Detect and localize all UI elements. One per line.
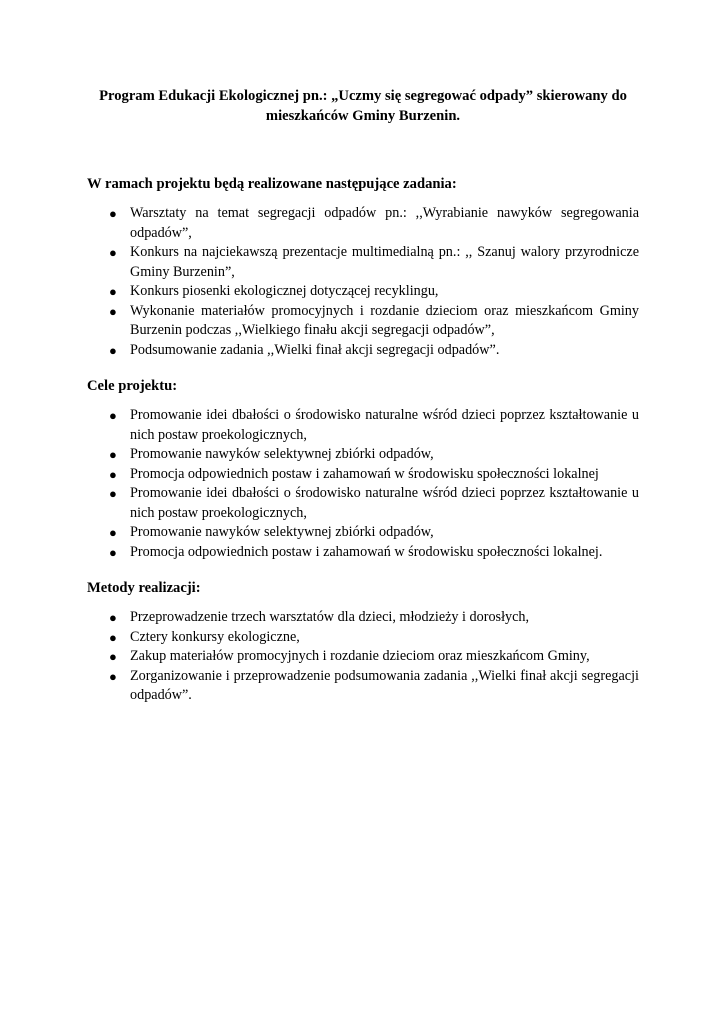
bullet-icon: ● bbox=[109, 284, 117, 299]
list-item bbox=[87, 543, 639, 563]
list-item bbox=[87, 667, 639, 706]
document-page bbox=[87, 86, 639, 706]
list-item-text: Konkurs na najciekawszą prezentacje multimedialną pn.: ,, Szanuj walory przyrodnicze Gminy Burzenin”, bbox=[130, 244, 639, 280]
title-line-2: mieszkańców Gminy Burzenin. bbox=[265, 108, 461, 124]
list-item bbox=[87, 282, 639, 302]
list-item-text: Przeprowadzenie trzech warsztatów dla dzieci, młodzieży i dorosłych, bbox=[130, 609, 530, 625]
bullet-icon: ● bbox=[109, 303, 117, 319]
list-item bbox=[87, 204, 639, 243]
list-item bbox=[87, 341, 639, 361]
bullet-icon: ● bbox=[109, 486, 117, 501]
document-title bbox=[87, 86, 639, 126]
list-item-text: Warsztaty na temat segregacji odpadów pn.: ,,Wyrabianie nawyków segregowania odpadów”, bbox=[130, 205, 639, 241]
list-item-text: Promocja odpowiednich postaw i zahamowań w środowisku społeczności lokalnej. bbox=[130, 543, 603, 560]
bullet-icon: ● bbox=[109, 342, 117, 358]
bullet-icon: ● bbox=[109, 447, 117, 462]
list-item bbox=[87, 243, 639, 282]
bullet-icon: ● bbox=[109, 525, 117, 540]
list-item-text: Promocja odpowiednich postaw i zahamowań w środowisku społeczności lokalnej bbox=[130, 465, 599, 482]
list-item-text: Konkurs piosenki ekologicznej dotyczącej recyklingu, bbox=[130, 283, 439, 299]
bullet-icon: ● bbox=[109, 206, 117, 221]
methods-heading: Metody realizacji: bbox=[87, 580, 201, 596]
list-item-text: Promowanie nawyków selektywnej zbiórki odpadów, bbox=[130, 524, 434, 540]
list-item bbox=[87, 406, 639, 445]
list-item bbox=[87, 647, 639, 667]
list-item bbox=[87, 484, 639, 523]
list-item-text: Promowanie idei dbałości o środowisko naturalne wśród dzieci poprzez kształtowanie u nich postaw proekologicznych, bbox=[130, 407, 639, 443]
methods-list bbox=[87, 608, 639, 706]
list-item bbox=[87, 465, 639, 485]
list-item-text: Cztery konkursy ekologiczne, bbox=[130, 628, 300, 645]
tasks-list bbox=[87, 204, 639, 360]
bullet-icon: ● bbox=[109, 466, 117, 482]
title-line-1: Program Edukacji Ekologicznej pn.: „Uczmy się segregować odpady” skierowany do bbox=[99, 88, 627, 104]
tasks-heading: W ramach projektu będą realizowane następujące zadania: bbox=[87, 176, 457, 192]
list-item-text: Zorganizowanie i przeprowadzenie podsumowania zadania ,,Wielki finał akcji segregacji odpadów”. bbox=[130, 667, 639, 703]
bullet-icon: ● bbox=[109, 649, 117, 664]
list-item-text: Wykonanie materiałów promocyjnych i rozdanie dzieciom oraz mieszkańcom Gminy Burzenin podczas ,,Wielkiego finału akcji segregacji odpadów”, bbox=[130, 302, 639, 338]
list-item bbox=[87, 302, 639, 341]
goals-heading: Cele projektu: bbox=[87, 378, 178, 394]
list-item bbox=[87, 608, 639, 628]
list-item bbox=[87, 628, 639, 648]
bullet-icon: ● bbox=[109, 610, 117, 625]
bullet-icon: ● bbox=[109, 544, 117, 560]
list-item-text: Zakup materiałów promocyjnych i rozdanie dzieciom oraz mieszkańcom Gminy, bbox=[130, 648, 590, 664]
goals-list bbox=[87, 406, 639, 562]
list-item-text: Podsumowanie zadania ,,Wielki finał akcji segregacji odpadów”. bbox=[130, 341, 500, 358]
bullet-icon: ● bbox=[109, 408, 117, 423]
bullet-icon: ● bbox=[109, 668, 117, 684]
bullet-icon: ● bbox=[109, 629, 117, 645]
bullet-icon: ● bbox=[109, 245, 117, 260]
list-item-text: Promowanie idei dbałości o środowisko naturalne wśród dzieci poprzez kształtowanie u nich postaw proekologicznych, bbox=[130, 485, 639, 521]
list-item bbox=[87, 445, 639, 465]
list-item bbox=[87, 523, 639, 543]
list-item-text: Promowanie nawyków selektywnej zbiórki odpadów, bbox=[130, 446, 434, 462]
